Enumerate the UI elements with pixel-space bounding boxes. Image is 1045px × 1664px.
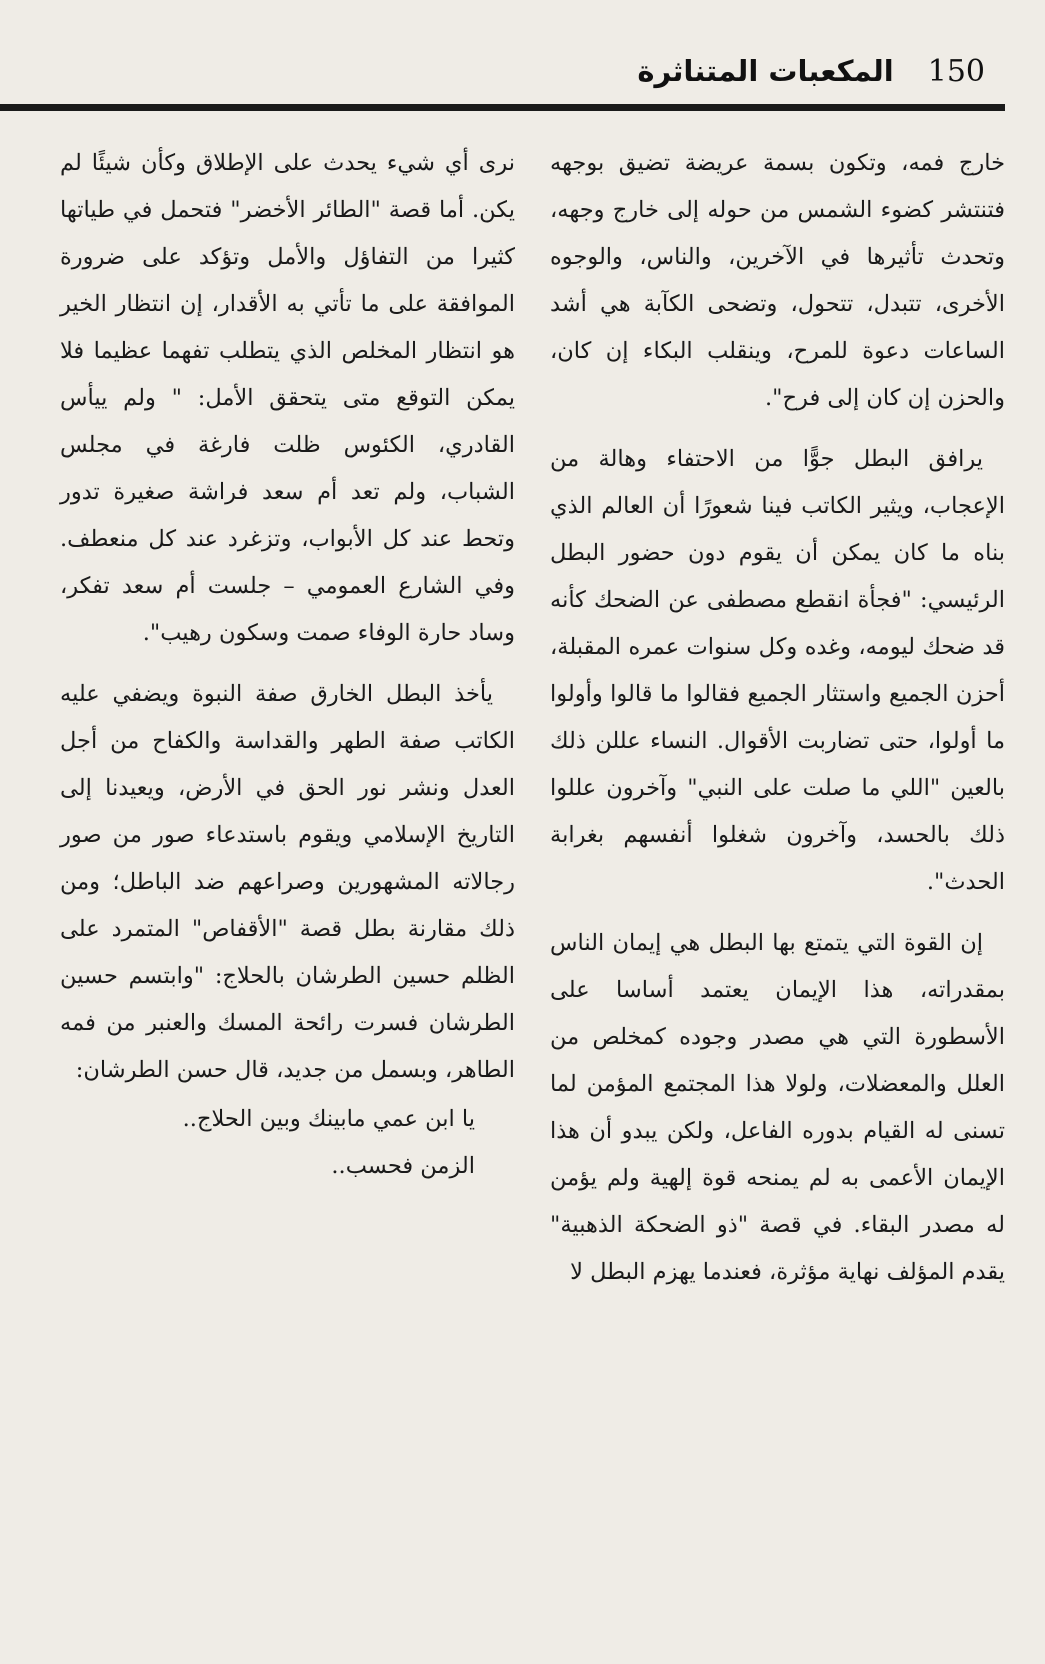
left-column [60, 140, 515, 1190]
running-title: المكعبات المتناثرة [637, 54, 894, 88]
header-rule [0, 104, 1005, 111]
paragraph: يأخذ البطل الخارق صفة النبوة ويضفي عليه الكاتب صفة الطهر والقداسة والكفاح من أجل العدل ونشر نور الحق في الأرض، ويعيدنا إلى التاريخ الإسلامي ويقوم باستدعاء صور من صور رجالاته المشهورين وصراعهم ضد الباطل؛ ومن ذلك مقارنة بطل قصة "الأقفاص" المتمرد على الظلم حسين الطرشان بالحلاج: "وابتسم حسين الطرشان فسرت رائحة المسك والعنبر من فمه الطاهر، وبسمل من جديد، قال حسن الطرشان: [60, 681, 515, 1083]
poem-quote [60, 1096, 515, 1190]
paragraph: إن القوة التي يتمتع بها البطل هي إيمان الناس بمقدراته، هذا الإيمان يعتمد أساسا على الأسطورة التي هي مصدر وجوده كمخلص من العلل والمعضلات، ولولا هذا المجتمع المؤمن لما تسنى له القيام بدوره الفاعل، ولكن يبدو أن هذا الإيمان الأعمى به لم يمنحه قوة إلهية ولم يؤمن له مصدر البقاء. في قصة "ذو الضحكة الذهبية" يقدم المؤلف نهاية مؤثرة، فعندما يهزم البطل لا [550, 930, 1005, 1285]
right-column [550, 140, 1005, 1296]
page-header [60, 48, 985, 94]
page-number: 150 [927, 53, 985, 89]
paragraph: خارج فمه، وتكون بسمة عريضة تضيق بوجهه فتنتشر كضوء الشمس من حوله إلى خارج وجهه، وتحدث تأثيرها في الآخرين، والناس، والوجوه الأخرى، تتبدل، تتحول، وتضحى الكآبة هي أشد الساعات دعوة للمرح، وينقلب البكاء إن كان، والحزن إن كان إلى فرح". [550, 150, 1005, 411]
poem-line: الزمن فحسب.. [331, 1153, 475, 1179]
paragraph: يرافق البطل جوًّا من الاحتفاء وهالة من الإعجاب، ويثير الكاتب فينا شعورًا أن العالم الذي بناه ما كان يمكن أن يقوم دون حضور البطل الرئيسي: "فجأة انقطع مصطفى عن الضحك كأنه قد ضحك ليومه، وغده وكل سنوات عمره المقبلة، أحزن الجميع واستثار الجميع فقالوا ما قالوا وأولوا ما أولوا، حتى تضاربت الأقوال. النساء عللن ذلك بالعين "اللي ما صلت على النبي" وآخرون عللوا ذلك بالحسد، وآخرون شغلوا أنفسهم بغرابة الحدث". [550, 446, 1005, 895]
poem-line: يا ابن عمي مابينك وبين الحلاج.. [182, 1106, 475, 1132]
paragraph: نرى أي شيء يحدث على الإطلاق وكأن شيئًا لم يكن. أما قصة "الطائر الأخضر" فتحمل في طياتها كثيرا من التفاؤل والأمل وتؤكد على ضرورة الموافقة على ما تأتي به الأقدار، إن انتظار الخير هو انتظار المخلص الذي يتطلب تفهما عظيما فلا يمكن التوقع متى يتحقق الأمل: " ولم ييأس القادري، الكئوس ظلت فارغة في مجلس الشباب، ولم تعد أم سعد فراشة صغيرة تدور وتحط عند كل الأبواب، وتزغرد عند كل منعطف. وفي الشارع العمومي – جلست أم سعد تفكر، وساد حارة الوفاء صمت وسكون رهيب". [60, 150, 515, 646]
